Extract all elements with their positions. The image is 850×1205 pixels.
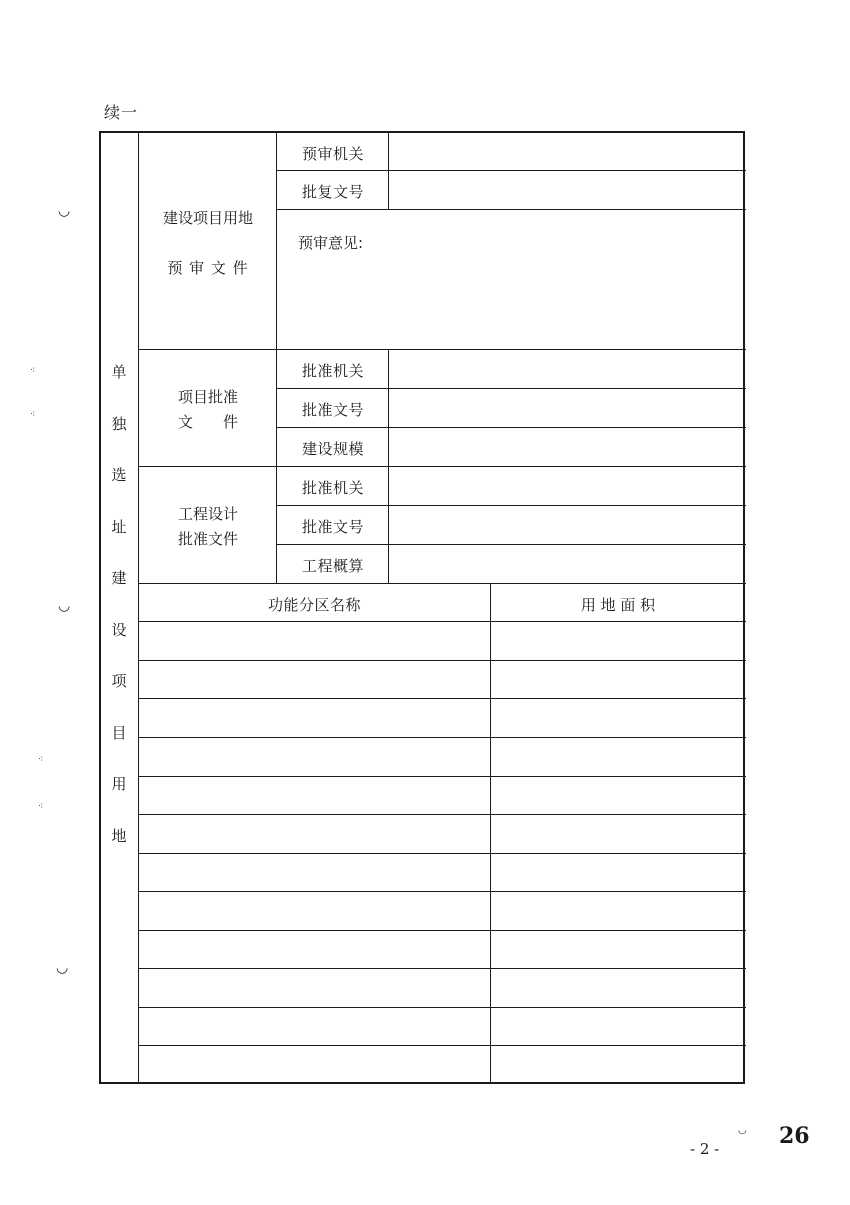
design-approval-authority-input[interactable] <box>389 466 746 505</box>
binding-mark-icon: ◡ <box>58 203 71 219</box>
zone-area-cell[interactable] <box>491 1045 746 1083</box>
zone-name-cell[interactable] <box>139 776 490 814</box>
approval-doc-number-input[interactable] <box>389 170 746 209</box>
vertical-title-char: 目 <box>111 723 127 742</box>
project-approval-section-label-line2: 文 件 <box>177 413 238 431</box>
field-label-approval-authority: 批准机关 <box>301 362 364 380</box>
zone-name-cell[interactable] <box>139 698 490 737</box>
preapproval-opinion-label: 预审意见: <box>298 234 364 252</box>
field-label-approval-number: 批准文号 <box>301 401 364 419</box>
field-label-preapproval-authority: 预审机关 <box>301 145 364 163</box>
vertical-title <box>100 360 138 875</box>
field-label-project-budget: 工程概算 <box>301 557 364 575</box>
preapproval-opinion-textarea[interactable] <box>277 209 746 349</box>
preapproval-section-label-line2: 预 审 文 件 <box>167 259 249 277</box>
zone-name-cell[interactable] <box>139 737 490 776</box>
project-approval-section-label-line1: 项目批准 <box>177 388 238 406</box>
speck-mark-icon: ◡ <box>738 1125 747 1136</box>
vertical-title-char: 址 <box>111 517 127 536</box>
speck-mark-icon: ⁖ <box>38 802 44 812</box>
vertical-title-char: 建 <box>111 569 127 587</box>
continued-label: 续一 <box>104 103 139 122</box>
design-approval-section-label-line1: 工程设计 <box>177 505 238 523</box>
zone-name-cell[interactable] <box>139 968 490 1007</box>
project-budget-input[interactable] <box>389 544 746 583</box>
zone-name-cell[interactable] <box>139 814 490 853</box>
design-approval-section-label-line2: 批准文件 <box>177 530 238 548</box>
project-approval-authority-input[interactable] <box>389 349 746 388</box>
zone-area-cell[interactable] <box>491 1007 746 1045</box>
zone-area-cell[interactable] <box>491 968 746 1007</box>
vertical-title-char: 独 <box>111 414 127 433</box>
section-divider <box>138 583 746 584</box>
zone-name-cell[interactable] <box>139 621 490 660</box>
vertical-title-char: 单 <box>111 363 127 381</box>
design-approval-number-input[interactable] <box>389 505 746 544</box>
page-number: - 2 - <box>690 1140 720 1158</box>
zone-area-cell[interactable] <box>491 776 746 814</box>
field-label-design-approval-authority: 批准机关 <box>301 479 364 497</box>
zone-area-cell[interactable] <box>491 814 746 853</box>
zones-header-area: 用 地 面 积 <box>580 596 656 614</box>
project-approval-number-input[interactable] <box>389 388 746 427</box>
zone-name-cell[interactable] <box>139 1007 490 1045</box>
binding-mark-icon: ◡ <box>58 598 71 614</box>
zone-name-cell[interactable] <box>139 1045 490 1083</box>
vertical-title-char: 用 <box>111 775 127 793</box>
preapproval-section-label-line1: 建设项目用地 <box>162 209 253 227</box>
zone-name-cell[interactable] <box>139 660 490 698</box>
binding-mark-icon: ◡ <box>56 960 69 976</box>
zone-area-cell[interactable] <box>491 737 746 776</box>
zone-area-cell[interactable] <box>491 930 746 968</box>
vertical-title-char: 地 <box>111 826 127 845</box>
speck-mark-icon: ⁖ <box>38 755 44 765</box>
zone-area-cell[interactable] <box>491 853 746 891</box>
field-label-approval-doc-number: 批复文号 <box>301 183 364 201</box>
field-label-construction-scale: 建设规模 <box>301 440 364 458</box>
vertical-title-char: 选 <box>111 466 127 484</box>
zone-name-cell[interactable] <box>139 891 490 930</box>
vertical-title-char: 项 <box>111 672 127 690</box>
field-label-design-approval-number: 批准文号 <box>301 518 364 536</box>
zone-area-cell[interactable] <box>491 698 746 737</box>
construction-scale-input[interactable] <box>389 427 746 466</box>
zones-header-name: 功能分区名称 <box>267 596 361 614</box>
preapproval-authority-input[interactable] <box>389 131 746 170</box>
speck-mark-icon: ⁖ <box>30 410 36 420</box>
zone-area-cell[interactable] <box>491 621 746 660</box>
vertical-title-char: 设 <box>111 620 127 639</box>
speck-mark-icon: ⁖ <box>30 366 36 376</box>
zone-area-cell[interactable] <box>491 660 746 698</box>
zone-name-cell[interactable] <box>139 853 490 891</box>
zone-area-cell[interactable] <box>491 891 746 930</box>
zone-name-cell[interactable] <box>139 930 490 968</box>
sheet-number: 26 <box>779 1123 810 1149</box>
